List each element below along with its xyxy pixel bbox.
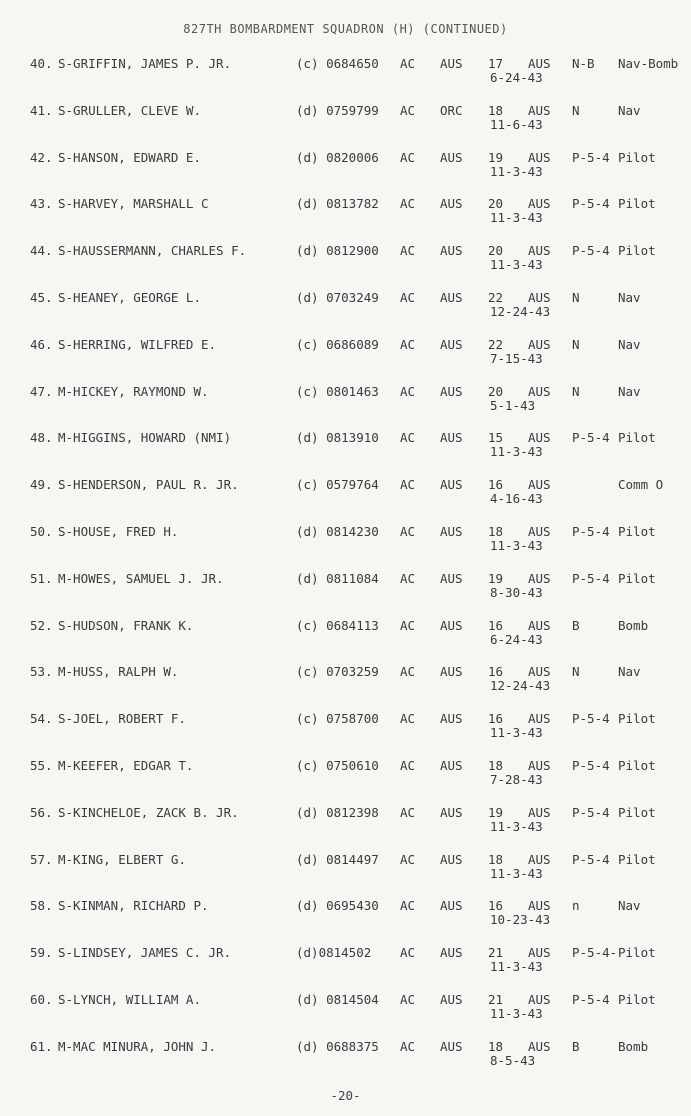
person-name: S-HEANEY, GEORGE L. [58,290,201,305]
serial-number: (d) 0688375 [296,1038,379,1054]
age: 16 [488,617,504,633]
row-number: 61. [30,1038,53,1054]
rating: N [572,290,580,305]
branch: AC [400,945,416,961]
table-row [0,243,691,285]
duty: Pilot [618,851,656,867]
person-name: S-KINCHELOE, ZACK B. JR. [58,804,239,820]
date: 12-24-43 [490,304,551,319]
date: 11-6-43 [490,116,543,132]
row-number: 53. [30,664,53,680]
table-row [0,430,691,472]
branch: AC [400,711,416,727]
person-name: S-GRIFFIN, JAMES P. JR. [58,56,232,71]
table-row [0,664,691,706]
person-name: M-HOWES, SAMUEL J. JR. [58,570,224,586]
serial-number: (d) 0814230 [296,524,379,539]
serial-number: (c) 0703259 [296,664,379,680]
component: AUS [440,664,463,680]
group: AUS [528,758,551,773]
duty: Pilot [618,243,656,259]
branch: AC [400,290,416,305]
serial-number: (d) 0820006 [296,149,379,165]
age: 18 [488,851,504,867]
branch: AC [400,664,416,680]
group: AUS [528,992,551,1007]
serial-number: (d)0814502 [296,945,372,961]
component: AUS [440,711,463,727]
component: AUS [440,290,463,305]
age: 20 [488,196,504,212]
date: 8-30-43 [490,584,543,600]
group: AUS [528,570,551,586]
component: ORC [440,102,463,118]
serial-number: (d) 0814504 [296,992,379,1007]
row-number: 58. [30,898,53,914]
group: AUS [528,149,551,165]
row-number: 51. [30,570,53,586]
component: AUS [440,524,463,539]
group: AUS [528,336,551,352]
row-number: 40. [30,56,53,71]
serial-number: (d) 0813782 [296,196,379,212]
group: AUS [528,243,551,259]
row-number: 50. [30,524,53,539]
row-number: 57. [30,851,53,867]
date: 11-3-43 [490,444,543,460]
component: AUS [440,945,463,961]
branch: AC [400,430,416,446]
age: 18 [488,1038,504,1054]
age: 18 [488,524,504,539]
duty: Nav [618,336,641,352]
duty: Comm O [618,477,664,493]
table-row [0,852,691,894]
date: 5-1-43 [490,397,536,413]
branch: AC [400,149,416,165]
age: 16 [488,898,504,914]
group: AUS [528,851,551,867]
rating: P-5-4 [572,851,610,867]
person-name: S-HUDSON, FRANK K. [58,617,194,633]
group: AUS [528,383,551,399]
date: 6-24-43 [490,70,543,85]
duty: Pilot [618,524,656,539]
row-number: 41. [30,102,53,118]
person-name: S-HANSON, EDWARD E. [58,149,201,165]
rating: N [572,664,580,680]
group: AUS [528,1038,551,1054]
group: AUS [528,664,551,680]
rating: B [572,617,580,633]
duty: Nav [618,102,641,118]
duty: Pilot [618,149,656,165]
duty: Nav [618,383,641,399]
group: AUS [528,711,551,727]
table-row [0,103,691,145]
page-number: -20- [330,1088,361,1103]
date: 6-24-43 [490,631,543,647]
component: AUS [440,336,463,352]
branch: AC [400,196,416,212]
date: 11-3-43 [490,257,543,273]
branch: AC [400,898,416,914]
rating: N [572,336,580,352]
component: AUS [440,570,463,586]
row-number: 49. [30,477,53,493]
serial-number: (c) 0801463 [296,383,379,399]
person-name: M-HIGGINS, HOWARD (NMI) [58,430,232,446]
date: 7-28-43 [490,772,543,787]
branch: AC [400,570,416,586]
person-name: M-HICKEY, RAYMOND W. [58,383,209,399]
group: AUS [528,898,551,914]
date: 12-24-43 [490,678,551,694]
branch: AC [400,992,416,1007]
person-name: S-KINMAN, RICHARD P. [58,898,209,914]
component: AUS [440,196,463,212]
table-row [0,618,691,660]
duty: Pilot [618,430,656,446]
branch: AC [400,617,416,633]
person-name: M-KING, ELBERT G. [58,851,186,867]
duty: Pilot [618,804,656,820]
duty: Nav-Bomb [618,56,679,71]
component: AUS [440,56,463,71]
group: AUS [528,102,551,118]
branch: AC [400,851,416,867]
rating: P-5-4 [572,430,610,446]
table-row [0,898,691,940]
row-number: 44. [30,243,53,259]
rating: N [572,383,580,399]
duty: Pilot [618,711,656,727]
age: 15 [488,430,504,446]
table-row [0,945,691,987]
branch: AC [400,56,416,71]
row-number: 52. [30,617,53,633]
row-number: 54. [30,711,53,727]
rating: B [572,1038,580,1054]
component: AUS [440,804,463,820]
date: 11-3-43 [490,1006,543,1021]
rating: P-5-4 [572,524,610,539]
date: 4-16-43 [490,491,543,507]
group: AUS [528,477,551,493]
branch: AC [400,383,416,399]
date: 11-3-43 [490,959,543,975]
table-row [0,524,691,566]
group: AUS [528,617,551,633]
duty: Pilot [618,758,656,773]
row-number: 45. [30,290,53,305]
row-number: 42. [30,149,53,165]
table-row [0,1039,691,1081]
row-number: 56. [30,804,53,820]
rating: P-5-4 [572,711,610,727]
branch: AC [400,102,416,118]
serial-number: (c) 0684650 [296,56,379,71]
duty: Pilot [618,992,656,1007]
table-row [0,571,691,613]
group: AUS [528,56,551,71]
duty: Bomb [618,617,649,633]
component: AUS [440,898,463,914]
rating: P-5-4 [572,804,610,820]
date: 7-15-43 [490,350,543,366]
rating: N [572,102,580,118]
age: 19 [488,149,504,165]
component: AUS [440,477,463,493]
age: 21 [488,992,504,1007]
serial-number: (d) 0703249 [296,290,379,305]
serial-number: (c) 0686089 [296,336,379,352]
duty: Nav [618,664,641,680]
age: 18 [488,758,504,773]
rating: N-B [572,56,595,71]
date: 11-3-43 [490,725,543,741]
rating: P-5-4 [572,992,610,1007]
date: 11-3-43 [490,163,543,179]
row-number: 59. [30,945,53,961]
row-number: 55. [30,758,53,773]
component: AUS [440,149,463,165]
rating: P-5-4 [572,570,610,586]
serial-number: (d) 0814497 [296,851,379,867]
person-name: S-HARVEY, MARSHALL C [58,196,209,212]
date: 8-5-43 [490,1052,536,1068]
person-name: S-HENDERSON, PAUL R. JR. [58,477,239,493]
duty: Nav [618,290,641,305]
group: AUS [528,290,551,305]
branch: AC [400,477,416,493]
age: 22 [488,336,504,352]
age: 21 [488,945,504,961]
rating: P-5-4 [572,196,610,212]
group: AUS [528,945,551,961]
duty: Bomb [618,1038,649,1054]
person-name: S-GRULLER, CLEVE W. [58,102,201,118]
group: AUS [528,196,551,212]
age: 20 [488,243,504,259]
serial-number: (d) 0812900 [296,243,379,259]
page-title: 827TH BOMBARDMENT SQUADRON (H) (CONTINUED) [183,22,508,36]
component: AUS [440,758,463,773]
date: 10-23-43 [490,912,551,928]
branch: AC [400,243,416,259]
component: AUS [440,992,463,1007]
component: AUS [440,851,463,867]
serial-number: (d) 0695430 [296,898,379,914]
age: 20 [488,383,504,399]
person-name: M-MAC MINURA, JOHN J. [58,1038,217,1054]
age: 19 [488,804,504,820]
duty: Pilot [618,945,656,961]
table-row [0,196,691,238]
serial-number: (d) 0759799 [296,102,379,118]
age: 18 [488,102,504,118]
table-row [0,384,691,426]
branch: AC [400,524,416,539]
group: AUS [528,524,551,539]
person-name: M-KEEFER, EDGAR T. [58,758,194,773]
table-row [0,150,691,192]
branch: AC [400,804,416,820]
table-row [0,992,691,1034]
table-row [0,56,691,98]
date: 11-3-43 [490,818,543,834]
age: 16 [488,477,504,493]
table-row [0,477,691,519]
rating: P-5-4 [572,149,610,165]
component: AUS [440,1038,463,1054]
serial-number: (c) 0750610 [296,758,379,773]
group: AUS [528,430,551,446]
person-name: S-HOUSE, FRED H. [58,524,179,539]
row-number: 48. [30,430,53,446]
serial-number: (c) 0758700 [296,711,379,727]
table-row [0,758,691,800]
serial-number: (d) 0812398 [296,804,379,820]
person-name: S-HAUSSERMANN, CHARLES F. [58,243,247,259]
component: AUS [440,430,463,446]
duty: Nav [618,898,641,914]
rating: P-5-4- [572,945,618,961]
row-number: 46. [30,336,53,352]
age: 19 [488,570,504,586]
branch: AC [400,336,416,352]
age: 22 [488,290,504,305]
rating: P-5-4 [572,758,610,773]
rating: P-5-4 [572,243,610,259]
person-name: S-HERRING, WILFRED E. [58,336,217,352]
component: AUS [440,617,463,633]
group: AUS [528,804,551,820]
serial-number: (d) 0811084 [296,570,379,586]
row-number: 43. [30,196,53,212]
table-row [0,711,691,753]
row-number: 60. [30,992,53,1007]
date: 11-3-43 [490,538,543,553]
branch: AC [400,1038,416,1054]
rating: n [572,898,580,914]
age: 16 [488,664,504,680]
component: AUS [440,243,463,259]
duty: Pilot [618,570,656,586]
table-row [0,805,691,847]
table-row [0,337,691,379]
person-name: S-JOEL, ROBERT F. [58,711,186,727]
row-number: 47. [30,383,53,399]
serial-number: (c) 0684113 [296,617,379,633]
date: 11-3-43 [490,210,543,226]
duty: Pilot [618,196,656,212]
date: 11-3-43 [490,865,543,881]
age: 16 [488,711,504,727]
table-row [0,290,691,332]
person-name: S-LYNCH, WILLIAM A. [58,992,201,1007]
age: 17 [488,56,504,71]
serial-number: (d) 0813910 [296,430,379,446]
person-name: M-HUSS, RALPH W. [58,664,179,680]
component: AUS [440,383,463,399]
serial-number: (c) 0579764 [296,477,379,493]
person-name: S-LINDSEY, JAMES C. JR. [58,945,232,961]
branch: AC [400,758,416,773]
